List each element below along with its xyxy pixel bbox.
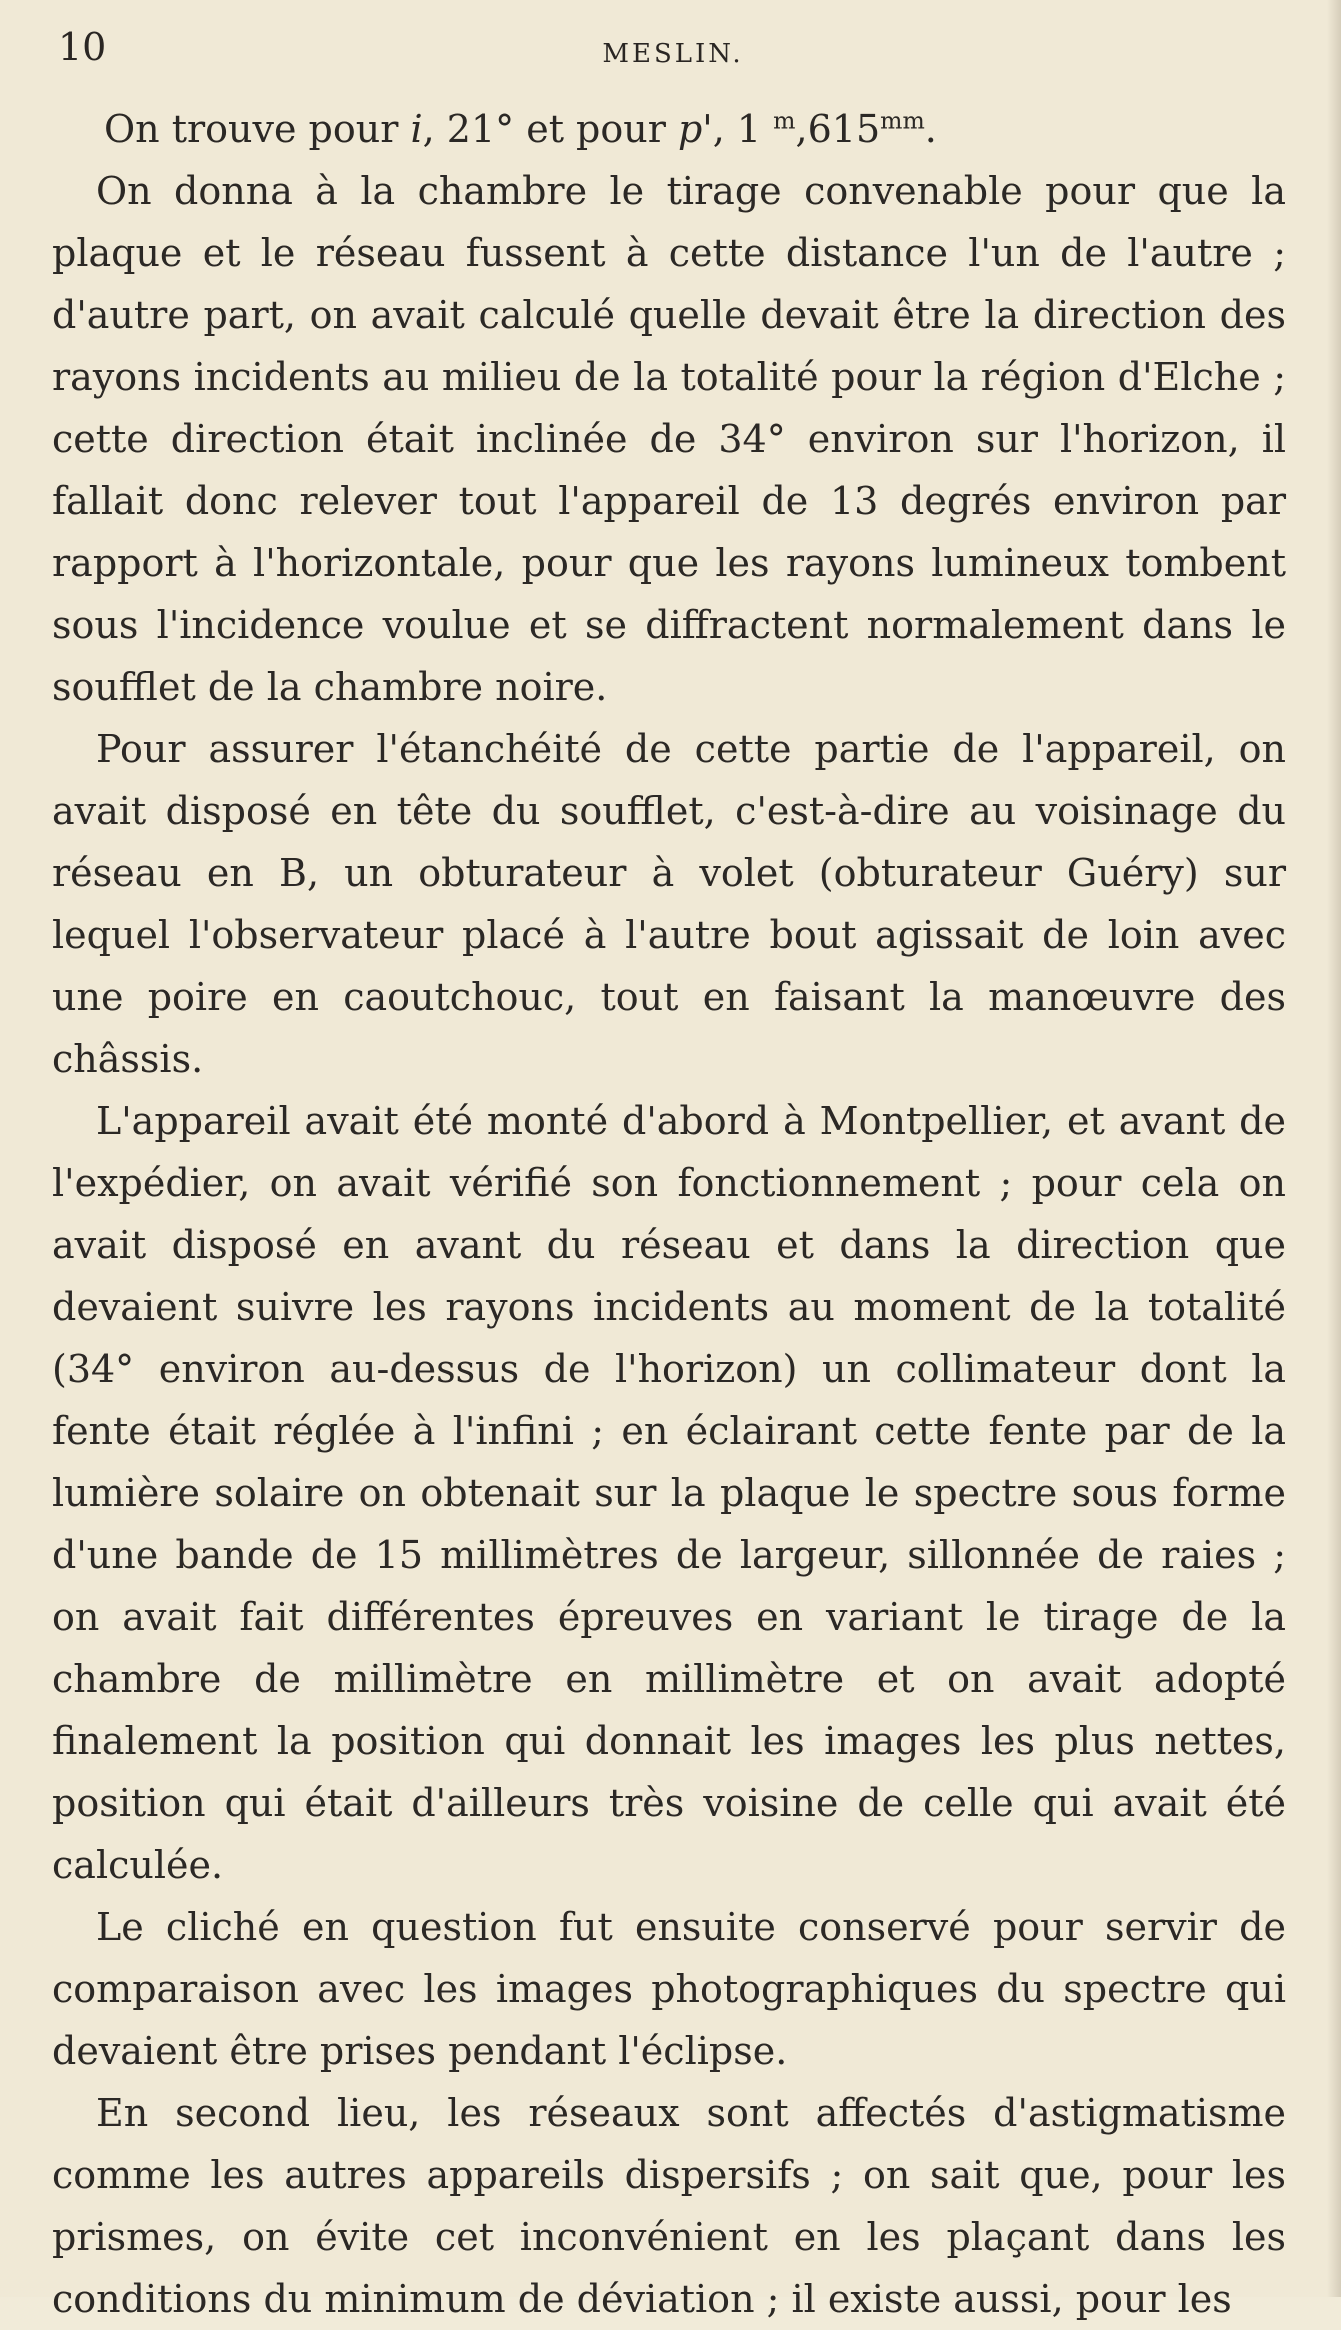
variable-p: p'	[677, 107, 713, 151]
value-segment: ,615	[795, 107, 881, 151]
paragraph-chamber-tirage: On donna à la chambre le tirage convenable pour que la plaque et le réseau fussent à cette distance l'un de l'autre ; d'autre part, on avait calculé quelle devait être la direction des rayons incidents au milieu de la totalité pour la région d'Elche ; cette direction était inclinée de 34° environ sur l'horizon, il fallait donc relever tout l'appareil de 13 degrés environ par rapport à l'horizontale, pour que les rayons lumineux tombent sous l'incidence voulue et se diffractent normalement dans le soufflet de la chambre noire.	[52, 169, 1286, 709]
page-shadow-edge	[1327, 0, 1341, 2297]
paragraph-astigmatisme: En second lieu, les réseaux sont affectés d'astigmatisme comme les autres appareils dispersifs ; on sait que, pour les prismes, on évite cet inconvénient en les plaçant dans les conditions du minimum de déviation ; il existe aussi, pour les	[52, 2091, 1286, 2321]
paragraph-montpellier: L'appareil avait été monté d'abord à Montpellier, et avant de l'expédier, on avait vérifié son fonctionnement ; pour cela on avait disposé en avant du réseau et dans la direction que devaient suivre les rayons incidents au moment de la totalité (34° environ au-dessus de l'horizon) un collimateur dont la fente était réglée à l'infini ; en éclairant cette fente par de la lumière solaire on obtenait sur la plaque le spectre sous forme d'une bande de 15 millimètres de largeur, sillonnée de raies ; on avait fait différentes épreuves en variant le tirage de la chambre de millimètre en millimètre et on avait adopté finalement la position qui donnait les images les plus nettes, position qui était d'ailleurs très voisine de celle qui avait été calculée.	[52, 1099, 1286, 1887]
text-segment: .	[924, 107, 937, 151]
text-segment: , 21° et pour	[422, 107, 678, 151]
paragraph-result	[52, 98, 1286, 160]
running-title: MESLIN.	[602, 39, 744, 69]
unit-superscript-mm: mm	[880, 106, 925, 135]
page-header	[58, 22, 1288, 82]
text-segment: , 1	[712, 107, 774, 151]
variable-i: i	[410, 107, 423, 151]
text-segment: On trouve pour	[104, 107, 411, 151]
body-text	[52, 98, 1286, 2330]
paragraph-obturateur: Pour assurer l'étanchéité de cette partie de l'appareil, on avait disposé en tête du soufflet, c'est-à-dire au voisinage du réseau en B, un obturateur à volet (obturateur Guéry) sur lequel l'observateur placé à l'autre bout agissait de loin avec une poire en caoutchouc, tout en faisant la manœuvre des châssis.	[52, 727, 1286, 1081]
paragraph-cliche: Le cliché en question fut ensuite conservé pour servir de comparaison avec les images photographiques du spectre qui devaient être prises pendant l'éclipse.	[52, 1905, 1286, 2073]
unit-superscript-m: m	[773, 106, 796, 135]
page-number: 10	[58, 25, 107, 69]
